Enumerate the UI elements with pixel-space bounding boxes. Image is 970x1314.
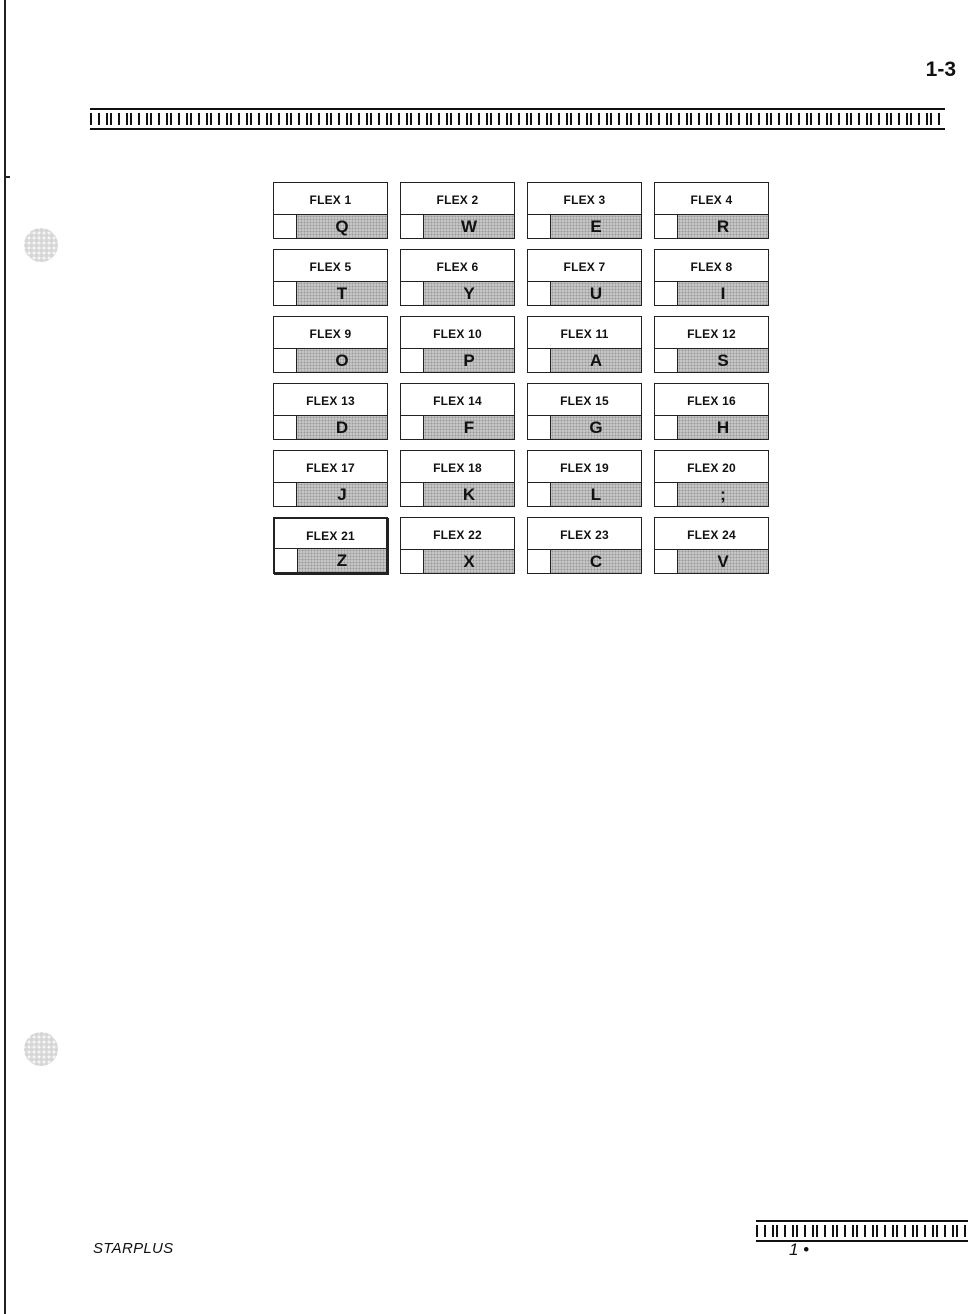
flex-key-grid <box>273 182 771 574</box>
flex-key-char: J <box>297 483 387 506</box>
flex-key-label: FLEX 18 <box>433 461 482 475</box>
binding-tick <box>4 176 10 178</box>
flex-key-label: FLEX 4 <box>690 193 733 207</box>
key-led-box <box>528 215 551 238</box>
flex-key-7[interactable] <box>527 249 642 306</box>
key-led-box <box>655 349 678 372</box>
flex-key-char: E <box>551 215 641 238</box>
key-led-box <box>274 349 297 372</box>
footer-brand: STARPLUS <box>93 1240 174 1257</box>
flex-key-1[interactable] <box>273 182 388 239</box>
flex-key-char: G <box>551 416 641 439</box>
key-led-box <box>274 215 297 238</box>
flex-key-3[interactable] <box>527 182 642 239</box>
key-led-box <box>528 416 551 439</box>
flex-key-17[interactable] <box>273 450 388 507</box>
flex-key-9[interactable] <box>273 316 388 373</box>
flex-key-14[interactable] <box>400 383 515 440</box>
flex-key-16[interactable] <box>654 383 769 440</box>
key-led-box <box>528 349 551 372</box>
key-led-box <box>401 215 424 238</box>
key-led-box <box>655 550 678 573</box>
flex-key-char: F <box>424 416 514 439</box>
flex-key-4[interactable] <box>654 182 769 239</box>
flex-key-char: V <box>678 550 768 573</box>
flex-key-21[interactable] <box>273 517 388 574</box>
flex-key-5[interactable] <box>273 249 388 306</box>
flex-key-10[interactable] <box>400 316 515 373</box>
flex-key-2[interactable] <box>400 182 515 239</box>
flex-key-11[interactable] <box>527 316 642 373</box>
flex-key-13[interactable] <box>273 383 388 440</box>
flex-key-char: I <box>678 282 768 305</box>
punch-hole-icon <box>24 228 58 262</box>
flex-key-label: FLEX 12 <box>687 327 736 341</box>
key-led-box <box>528 282 551 305</box>
key-led-box <box>401 349 424 372</box>
flex-key-char: O <box>297 349 387 372</box>
key-led-box <box>274 282 297 305</box>
key-led-box <box>401 483 424 506</box>
flex-key-label: FLEX 20 <box>687 461 736 475</box>
key-led-box <box>528 483 551 506</box>
flex-key-label: FLEX 17 <box>306 461 355 475</box>
flex-key-label: FLEX 23 <box>560 528 609 542</box>
flex-key-label: FLEX 1 <box>309 193 352 207</box>
key-led-box <box>655 282 678 305</box>
flex-key-label: FLEX 19 <box>560 461 609 475</box>
flex-key-char: S <box>678 349 768 372</box>
flex-key-label: FLEX 3 <box>563 193 606 207</box>
key-led-box <box>655 416 678 439</box>
flex-key-char: K <box>424 483 514 506</box>
key-led-box <box>401 550 424 573</box>
flex-key-label: FLEX 2 <box>436 193 479 207</box>
key-led-box <box>274 416 297 439</box>
flex-key-char: R <box>678 215 768 238</box>
binding-line <box>4 0 6 1314</box>
flex-key-char: T <box>297 282 387 305</box>
flex-key-24[interactable] <box>654 517 769 574</box>
flex-key-char: Y <box>424 282 514 305</box>
flex-key-char: A <box>551 349 641 372</box>
flex-key-label: FLEX 21 <box>306 529 355 543</box>
greek-key-border-bottom <box>756 1220 968 1242</box>
flex-key-15[interactable] <box>527 383 642 440</box>
key-led-box <box>274 483 297 506</box>
greek-key-border-top <box>90 108 945 130</box>
key-led-box <box>401 416 424 439</box>
flex-key-20[interactable] <box>654 450 769 507</box>
key-led-box <box>401 282 424 305</box>
page-number: 1-3 <box>925 58 956 81</box>
flex-key-label: FLEX 14 <box>433 394 482 408</box>
flex-key-char: D <box>297 416 387 439</box>
flex-key-label: FLEX 5 <box>309 260 352 274</box>
flex-key-char: Z <box>298 549 386 572</box>
flex-key-label: FLEX 24 <box>687 528 736 542</box>
key-led-box <box>528 550 551 573</box>
flex-key-char: Q <box>297 215 387 238</box>
flex-key-char: ; <box>678 483 768 506</box>
flex-key-char: C <box>551 550 641 573</box>
flex-key-label: FLEX 22 <box>433 528 482 542</box>
flex-key-6[interactable] <box>400 249 515 306</box>
flex-key-label: FLEX 11 <box>560 327 609 341</box>
flex-key-char: W <box>424 215 514 238</box>
flex-key-label: FLEX 8 <box>690 260 733 274</box>
footer-page-number: 1 • <box>789 1240 810 1259</box>
flex-key-label: FLEX 15 <box>560 394 609 408</box>
flex-key-char: P <box>424 349 514 372</box>
flex-key-char: H <box>678 416 768 439</box>
flex-key-19[interactable] <box>527 450 642 507</box>
flex-key-label: FLEX 7 <box>563 260 606 274</box>
flex-key-23[interactable] <box>527 517 642 574</box>
flex-key-18[interactable] <box>400 450 515 507</box>
flex-key-12[interactable] <box>654 316 769 373</box>
flex-key-label: FLEX 6 <box>436 260 479 274</box>
flex-key-8[interactable] <box>654 249 769 306</box>
flex-key-char: U <box>551 282 641 305</box>
flex-key-label: FLEX 13 <box>306 394 355 408</box>
punch-hole-icon <box>24 1032 58 1066</box>
flex-key-char: L <box>551 483 641 506</box>
flex-key-label: FLEX 10 <box>433 327 482 341</box>
flex-key-label: FLEX 16 <box>687 394 736 408</box>
flex-key-22[interactable] <box>400 517 515 574</box>
flex-key-label: FLEX 9 <box>309 327 352 341</box>
key-led-box <box>655 483 678 506</box>
flex-key-char: X <box>424 550 514 573</box>
key-led-box <box>655 215 678 238</box>
key-led-box <box>275 549 298 572</box>
